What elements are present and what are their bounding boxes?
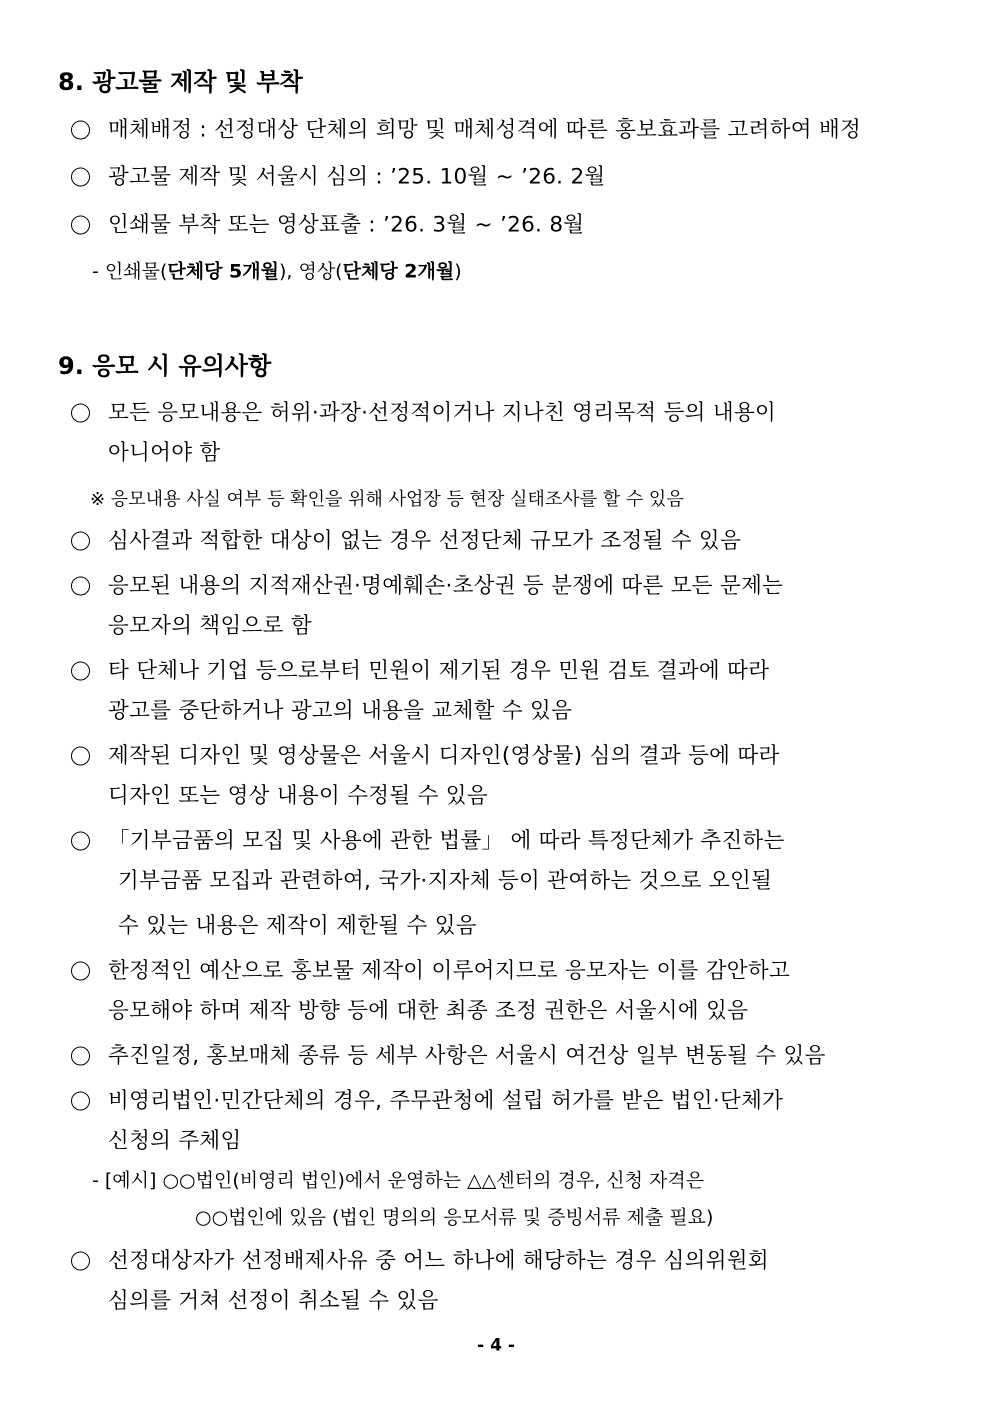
list-item-cont: 수 있는 내용은 제작이 제한될 수 있음 — [118, 913, 477, 939]
circle-bullet-icon — [71, 532, 90, 551]
list-item: 「기부금품의 모집 및 사용에 관한 법률」 에 따라 특정단체가 추진하는 — [108, 828, 785, 854]
list-item: 타 단체나 기업 등으로부터 민원이 제기된 경우 민원 검토 결과에 따라 — [108, 658, 770, 684]
list-item: 광고물 제작 및 서울시 심의 : ’25. 10월 ~ ’26. 2월 — [108, 164, 606, 190]
circle-bullet-icon — [71, 662, 90, 681]
circle-bullet-icon — [71, 832, 90, 851]
list-item: 제작된 디자인 및 영상물은 서울시 디자인(영상물) 심의 결과 등에 따라 — [108, 743, 780, 769]
text: ) — [454, 260, 462, 283]
list-item: 추진일정, 홍보매체 종류 등 세부 사항은 서울시 여건상 일부 변동될 수 있음 — [108, 1043, 826, 1069]
list-item: 한정적인 예산으로 홍보물 제작이 이루어지므로 응모자는 이를 감안하고 — [108, 958, 791, 984]
section-9-title: 9. 응모 시 유의사항 — [58, 352, 272, 380]
list-item: 모든 응모내용은 허위·과장·선정적이거나 지나친 영리목적 등의 내용이 — [108, 400, 777, 426]
list-item: 인쇄물 부착 또는 영상표출 : ’26. 3월 ~ ’26. 8월 — [108, 212, 585, 238]
bold-text: 단체당 5개월 — [167, 260, 279, 283]
list-item: 응모된 내용의 지적재산권·명예훼손·초상권 등 분쟁에 따른 모든 문제는 — [108, 573, 784, 599]
list-item-cont: 광고를 중단하거나 광고의 내용을 교체할 수 있음 — [108, 698, 573, 724]
circle-bullet-icon — [71, 577, 90, 596]
page-number: - 4 - — [477, 1335, 515, 1356]
list-item-cont: 응모해야 하며 제작 방향 등에 대한 최종 조정 권한은 서울시에 있음 — [108, 998, 749, 1024]
list-item-cont: 응모자의 책임으로 함 — [108, 613, 312, 639]
circle-bullet-icon — [71, 1252, 90, 1271]
list-item-cont: 디자인 또는 영상 내용이 수정될 수 있음 — [108, 783, 488, 809]
circle-bullet-icon — [71, 1047, 90, 1066]
list-item: 비영리법인·민간단체의 경우, 주무관청에 설립 허가를 받은 법인·단체가 — [108, 1088, 784, 1114]
circle-bullet-icon — [71, 747, 90, 766]
list-item-cont: 신청의 주체임 — [108, 1128, 242, 1154]
text: - 인쇄물( — [92, 260, 168, 283]
example-cont: ○○법인에 있음 (법인 명의의 응모서류 및 증빙서류 제출 필요) — [195, 1206, 714, 1229]
bold-text: 단체당 2개월 — [342, 260, 455, 283]
circle-bullet-icon — [71, 216, 90, 235]
list-item-cont: 심의를 거쳐 선정이 취소될 수 있음 — [108, 1288, 439, 1314]
list-item-cont: 아니어야 함 — [108, 440, 221, 466]
circle-bullet-icon — [71, 404, 90, 423]
circle-bullet-icon — [71, 121, 90, 140]
list-item-cont: 기부금품 모집과 관련하여, 국가·지자체 등이 관여하는 것으로 오인될 — [118, 868, 773, 894]
circle-bullet-icon — [71, 962, 90, 981]
example: - [예시] ○○법인(비영리 법인)에서 운영하는 △△센터의 경우, 신청 자격은 — [92, 1169, 705, 1192]
text: ), 영상( — [278, 260, 343, 283]
section-8-title: 8. 광고물 제작 및 부착 — [58, 68, 303, 96]
circle-bullet-icon — [71, 168, 90, 187]
list-item: 매체배정 : 선정대상 단체의 희망 및 매체성격에 따른 홍보효과를 고려하여 배정 — [108, 117, 862, 143]
list-item: 선정대상자가 선정배제사유 중 어느 하나에 해당하는 경우 심의위원회 — [108, 1248, 769, 1274]
note: ※ 응모내용 사실 여부 등 확인을 위해 사업장 등 현장 실태조사를 할 수 있음 — [90, 489, 684, 510]
list-item: 심사결과 적합한 대상이 없는 경우 선정단체 규모가 조정될 수 있음 — [108, 528, 742, 554]
circle-bullet-icon — [71, 1092, 90, 1111]
sub-item — [92, 260, 462, 283]
